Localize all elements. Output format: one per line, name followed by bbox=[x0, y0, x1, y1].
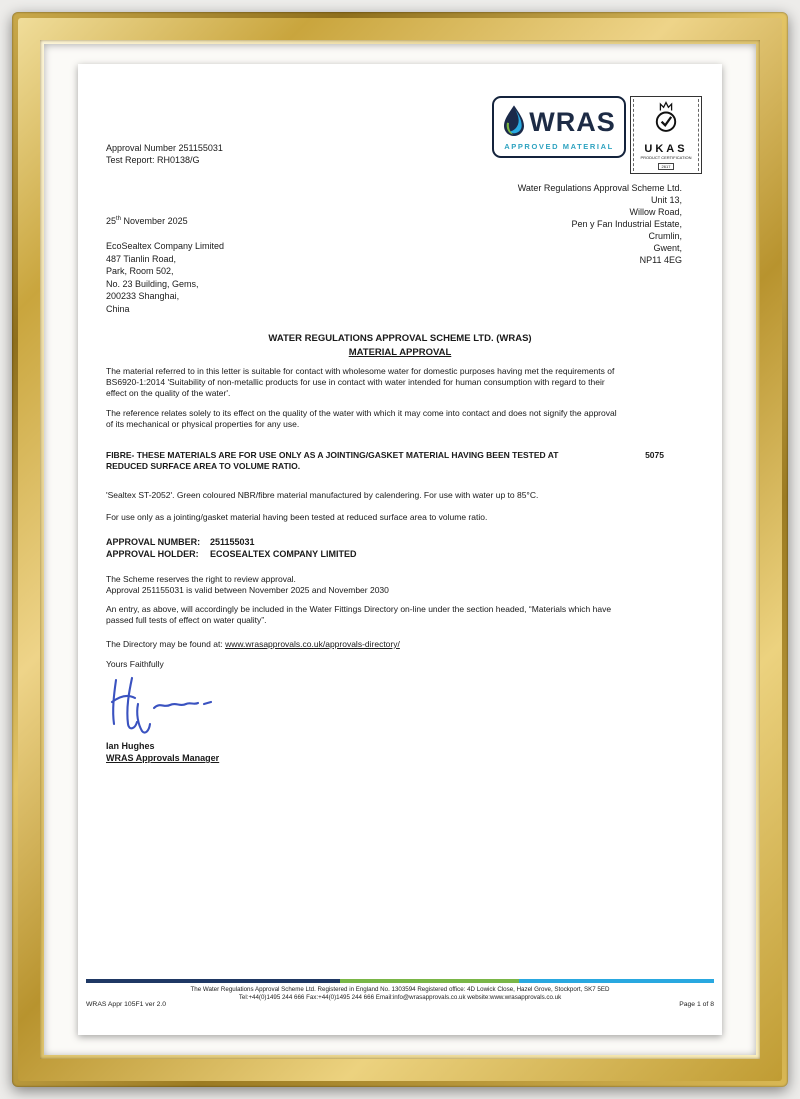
paragraph-suitability: The material referred to in this letter is suitable for contact with wholesome water for domestic purposes having met the requirements of BS6920-1:2014 'Suitability of non-metallic products for use in contact with water intended for human consumption with regard to their effect on the quality of the water'. bbox=[106, 366, 615, 398]
approval-number-value: 251155031 bbox=[210, 537, 255, 547]
recipient-address-line: EcoSealtex Company Limited bbox=[106, 241, 225, 251]
sender-address-line: Pen y Fan Industrial Estate, bbox=[571, 219, 682, 229]
sender-address bbox=[518, 182, 682, 266]
matte-board bbox=[44, 44, 756, 1055]
paragraph-directory-entry: An entry, as above, will accordingly be included in the Water Fittings Directory on-line under the section headed, “Materials which have passed full tests of effect on water quality”. bbox=[106, 604, 612, 625]
footer-bar-green bbox=[340, 979, 519, 983]
footer-document-reference: WRAS Appr 105F1 ver 2.0 bbox=[86, 1001, 167, 1008]
wras-logo-tagline: APPROVED MATERIAL bbox=[504, 141, 614, 151]
sender-address-line: Unit 13, bbox=[650, 195, 682, 205]
sender-address-line: Willow Road, bbox=[629, 207, 682, 217]
use-restriction: For use only as a jointing/gasket material having been tested at reduced surface area to volume ratio. bbox=[106, 512, 488, 522]
footer-page-number: Page 1 of 8 bbox=[679, 1001, 714, 1008]
letter-title bbox=[78, 332, 722, 360]
recipient-address bbox=[106, 240, 224, 315]
paragraph-reference: The reference relates solely to its effect on the quality of the water with which it may come into contact and does not signify the approval of its mechanical or physical properties for any use. bbox=[106, 408, 617, 429]
signer-role: WRAS Approvals Manager bbox=[106, 753, 220, 763]
sender-address-line: Crumlin, bbox=[648, 231, 682, 241]
footer-bar-blue bbox=[519, 979, 714, 983]
material-code: 5075 bbox=[645, 450, 664, 460]
sender-address-line: Water Regulations Approval Scheme Ltd. bbox=[517, 183, 682, 193]
paragraph-validity: The Scheme reserves the right to review approval. Approval 251155031 is valid between November 2025 and November 2030 bbox=[106, 574, 389, 595]
signer-name: Ian Hughes bbox=[106, 741, 155, 751]
handwritten-signature bbox=[102, 674, 222, 741]
ukas-logo-text: UKAS bbox=[644, 143, 688, 156]
test-report-line: Test Report: RH0138/G bbox=[106, 155, 200, 165]
paragraph-fibre-restriction: FIBRE- THESE MATERIALS ARE FOR USE ONLY AS A JOINTING/GASKET MATERIAL HAVING BEEN TESTED AT 5075 REDUCED SURFACE AREA TO VOLUME RATIO. bbox=[106, 450, 664, 471]
letter-date: 25th November 2025 bbox=[106, 216, 188, 226]
wras-approved-material-logo bbox=[492, 96, 626, 158]
approval-number-line: Approval Number 251155031 bbox=[106, 143, 223, 153]
title-line1: WATER REGULATIONS APPROVAL SCHEME LTD. (WRAS) bbox=[268, 333, 532, 344]
gold-frame-inner-lip bbox=[40, 40, 760, 1059]
footer-color-bar bbox=[86, 979, 714, 983]
recipient-address-line: China bbox=[106, 303, 130, 314]
ukas-accreditation-number: 2617 bbox=[658, 163, 675, 170]
reference-block bbox=[106, 142, 223, 166]
closing-salutation: Yours Faithfully bbox=[106, 659, 164, 669]
recipient-address-line: No. 23 Building, Gems, bbox=[106, 278, 199, 289]
product-description: 'Sealtex ST-2052'. Green coloured NBR/fibre material manufactured by calendering. For use with water up to 85°C. bbox=[106, 490, 539, 500]
water-drop-icon bbox=[502, 104, 526, 141]
signer-block bbox=[106, 740, 219, 764]
approval-number-label: APPROVAL NUMBER: bbox=[106, 537, 201, 547]
footer-bar-navy bbox=[86, 979, 340, 983]
approvals-directory-link: www.wrasapprovals.co.uk/approvals-directory/ bbox=[225, 639, 400, 649]
ukas-certification-logo bbox=[630, 96, 702, 174]
footer-registered-line: The Water Regulations Approval Scheme Ltd. Registered in England No. 1303594 Registered office: 4D Lowick Close, Hazel Grove, Stockport, SK7 5ED bbox=[190, 986, 610, 993]
sender-address-line: Gwent, bbox=[653, 243, 682, 253]
gold-frame-outer bbox=[12, 12, 788, 1087]
approval-details bbox=[106, 536, 664, 560]
recipient-address-line: 487 Tianlin Road, bbox=[106, 253, 177, 264]
approval-holder-label: APPROVAL HOLDER: bbox=[106, 549, 199, 559]
approval-holder-value: ECOSEALTEX COMPANY LIMITED bbox=[210, 549, 357, 559]
ukas-logo-subtitle: PRODUCT CERTIFICATION bbox=[640, 155, 692, 161]
directory-link-line: The Directory may be found at: www.wrasapprovals.co.uk/approvals-directory/ bbox=[106, 639, 400, 649]
wras-logo-text: WRAS bbox=[529, 107, 616, 137]
approval-letter-page bbox=[78, 64, 722, 1035]
title-line2: MATERIAL APPROVAL bbox=[348, 347, 452, 358]
sender-address-line: NP11 4EG bbox=[639, 255, 682, 265]
logo-row bbox=[492, 96, 702, 174]
gold-frame-main bbox=[18, 18, 782, 1081]
recipient-address-line: 200233 Shanghai, bbox=[106, 291, 180, 301]
recipient-address-line: Park, Room 502, bbox=[106, 266, 174, 276]
ukas-crown-tick-icon bbox=[650, 100, 682, 142]
footer-contact-line: Tel:+44(0)1495 244 666 Fax:+44(0)1495 244 666 Email:info@wrasapprovals.co.uk website:www.wrasapprovals.co.uk bbox=[238, 994, 562, 1001]
